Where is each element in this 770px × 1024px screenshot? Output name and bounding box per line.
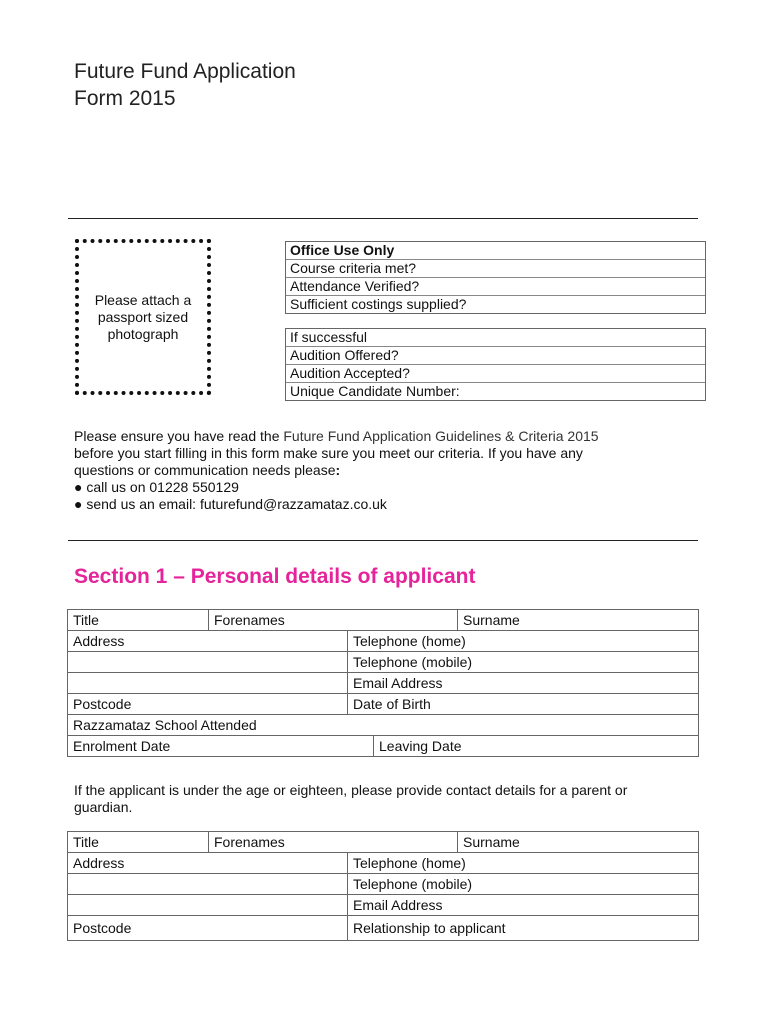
applicant-dob-field[interactable]: Date of Birth — [348, 694, 699, 715]
page-title-line2: Form 2015 — [74, 87, 176, 110]
applicant-surname-field[interactable]: Surname — [458, 610, 699, 631]
guardian-note-line: guardian. — [74, 799, 133, 815]
guardian-forenames-field[interactable]: Forenames — [209, 832, 458, 853]
applicant-telephone-mobile-field[interactable]: Telephone (mobile) — [348, 652, 699, 673]
applicant-address-field[interactable]: Address — [68, 631, 348, 652]
applicant-address-line[interactable] — [68, 673, 348, 694]
applicant-email-field[interactable]: Email Address — [348, 673, 699, 694]
intro-line — [74, 462, 714, 479]
guardian-details-table — [67, 831, 699, 941]
guardian-telephone-home-field[interactable]: Telephone (home) — [348, 853, 699, 874]
photo-instruction-line: passport sized — [97, 308, 189, 325]
applicant-leaving-date-field[interactable]: Leaving Date — [374, 736, 699, 757]
applicant-telephone-home-field[interactable]: Telephone (home) — [348, 631, 699, 652]
intro-text-span: questions or communication needs please — [74, 462, 336, 478]
guardian-telephone-mobile-field[interactable]: Telephone (mobile) — [348, 874, 699, 895]
applicant-forenames-field[interactable]: Forenames — [209, 610, 458, 631]
office-use-row: Attendance Verified? — [286, 278, 705, 296]
guidelines-link[interactable]: Future Fund Application Guidelines & Criteria 2015 — [283, 428, 599, 444]
if-successful-row: Unique Candidate Number: — [290, 383, 460, 399]
guardian-address-line[interactable] — [68, 874, 348, 895]
contact-phone: ● call us on 01228 550129 — [74, 479, 239, 495]
guardian-note-line: If the applicant is under the age or eighteen, please provide contact details for a parent or — [74, 782, 628, 798]
intro-line — [74, 428, 714, 445]
intro-colon: : — [335, 462, 341, 478]
photo-attachment-box[interactable] — [75, 239, 211, 395]
guardian-address-line[interactable] — [68, 895, 348, 916]
office-use-row: Course criteria met? — [286, 260, 705, 278]
photo-instruction-line: photograph — [107, 325, 179, 342]
applicant-address-line[interactable] — [68, 652, 348, 673]
if-successful-box — [285, 328, 706, 401]
guardian-postcode-field[interactable]: Postcode — [68, 916, 348, 941]
guardian-title-field[interactable]: Title — [68, 832, 209, 853]
page-title-line1: Future Fund Application — [74, 60, 296, 83]
intro-line: before you start filling in this form make sure you meet our criteria. If you have any — [74, 445, 583, 461]
applicant-details-table — [67, 609, 699, 757]
if-successful-row: If successful — [286, 329, 705, 347]
if-successful-row: Audition Offered? — [286, 347, 705, 365]
photo-instructions — [95, 292, 192, 343]
divider-middle — [68, 540, 698, 541]
intro-text-span: Please ensure you have read the — [74, 428, 284, 444]
contact-email[interactable]: ● send us an email: futurefund@razzamataz.co.uk — [74, 496, 387, 512]
guardian-surname-field[interactable]: Surname — [458, 832, 699, 853]
section-1-heading: Section 1 – Personal details of applicant — [74, 565, 476, 588]
guardian-relationship-field[interactable]: Relationship to applicant — [348, 916, 699, 941]
if-successful-row: Audition Accepted? — [286, 365, 705, 383]
page-title — [74, 58, 296, 112]
divider-top — [68, 218, 698, 219]
intro-text — [74, 428, 714, 513]
guardian-note — [74, 782, 714, 816]
office-use-row: Sufficient costings supplied? — [290, 296, 467, 312]
applicant-enrolment-date-field[interactable]: Enrolment Date — [68, 736, 374, 757]
applicant-school-field[interactable]: Razzamataz School Attended — [68, 715, 699, 736]
office-use-box — [285, 241, 706, 314]
guardian-email-field[interactable]: Email Address — [348, 895, 699, 916]
office-use-heading: Office Use Only — [286, 242, 705, 260]
photo-instruction-line: Please attach a — [94, 291, 192, 308]
applicant-title-field[interactable]: Title — [68, 610, 209, 631]
applicant-postcode-field[interactable]: Postcode — [68, 694, 348, 715]
guardian-address-field[interactable]: Address — [68, 853, 348, 874]
